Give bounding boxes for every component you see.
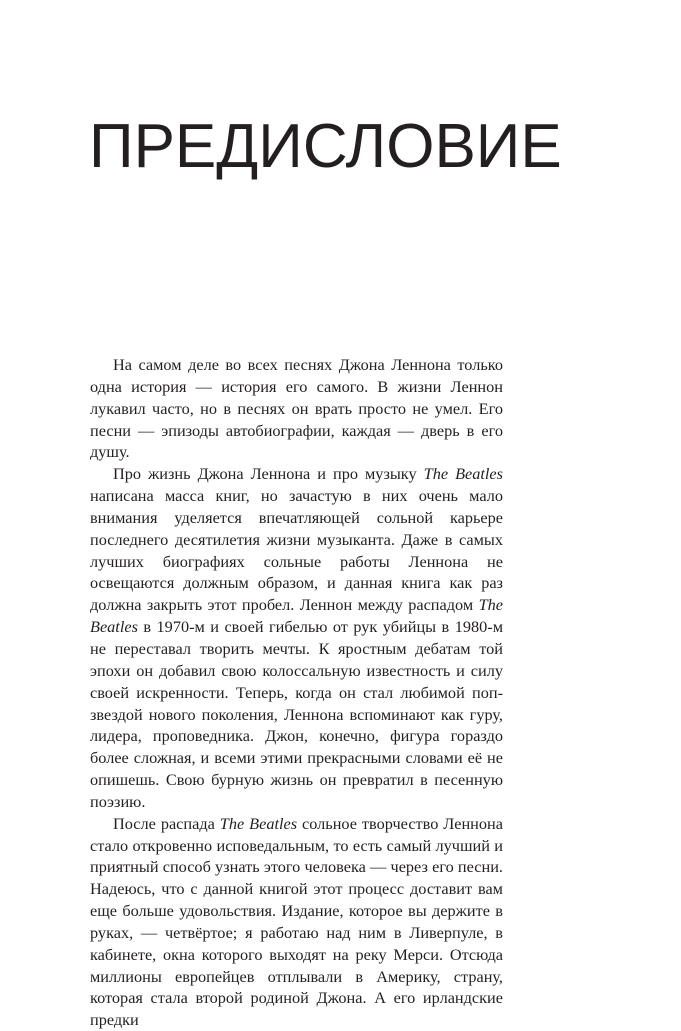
paragraph [90, 354, 503, 463]
text-run: в 1970-м и своей гибелью от рук убийцы в 1980-м не переставал творить мечты. К яростным дебатам той эпохи он добавил свою колоссальную известность и силу своей искренности. Теперь, когда он стал любимой поп-звездой нового поколения, Леннона вспоминают как гуру, лидера, проповедника. Джон, конечно, фигура гораздо более сложная, и всеми этими прекрасными словами её не опишешь. Свою бурную жизнь он превратил в песенную поэзию. [90, 617, 503, 811]
text-run: После распада [113, 813, 220, 833]
paragraph [90, 463, 503, 813]
text-run: сольное творчество Леннона стало откровенно исповедальным, то есть самый лучший и приятный способ узнать этого человека — через его песни. Надеюсь, что с данной книгой этот процесс доставит вам еще больше удовольствия. Издание, которое вы держите в руках, — четвёртое; я работаю над ним в Ливерпуле, в кабинете, окна которого выходят на реку Мерси. Отсюда миллионы европейцев отплывали в Америку, страну, которая стала второй родиной Джона. А его ирландские предки [90, 813, 503, 1030]
band-name-italic: The Beatles [90, 595, 503, 637]
paragraph [90, 813, 503, 1031]
band-name-italic: The Beatles [423, 464, 503, 484]
page-title: ПРЕДИСЛОВИЕ [89, 112, 562, 181]
text-run: написана масса книг, но зачастую в них очень мало внимания уделяется впечатляющей сольной карьере последнего десятилетия жизни музыканта. Даже в самых лучших биографиях сольные работы Леннона не освещаются должным образом, и данная книга как раз должна закрыть этот пробел. Леннон между распадом [90, 486, 503, 615]
text-run: Про жизнь Джона Леннона и про музыку [113, 464, 424, 484]
band-name-italic: The Beatles [219, 813, 298, 833]
text-run: На самом деле во всех песнях Джона Леннона только одна история — история его самого. В жизни Леннон лукавил часто, но в песнях он врать просто не умел. Его песни — эпизоды автобиографии, каждая — дверь в его душу. [90, 355, 503, 462]
body-text [90, 354, 503, 1031]
